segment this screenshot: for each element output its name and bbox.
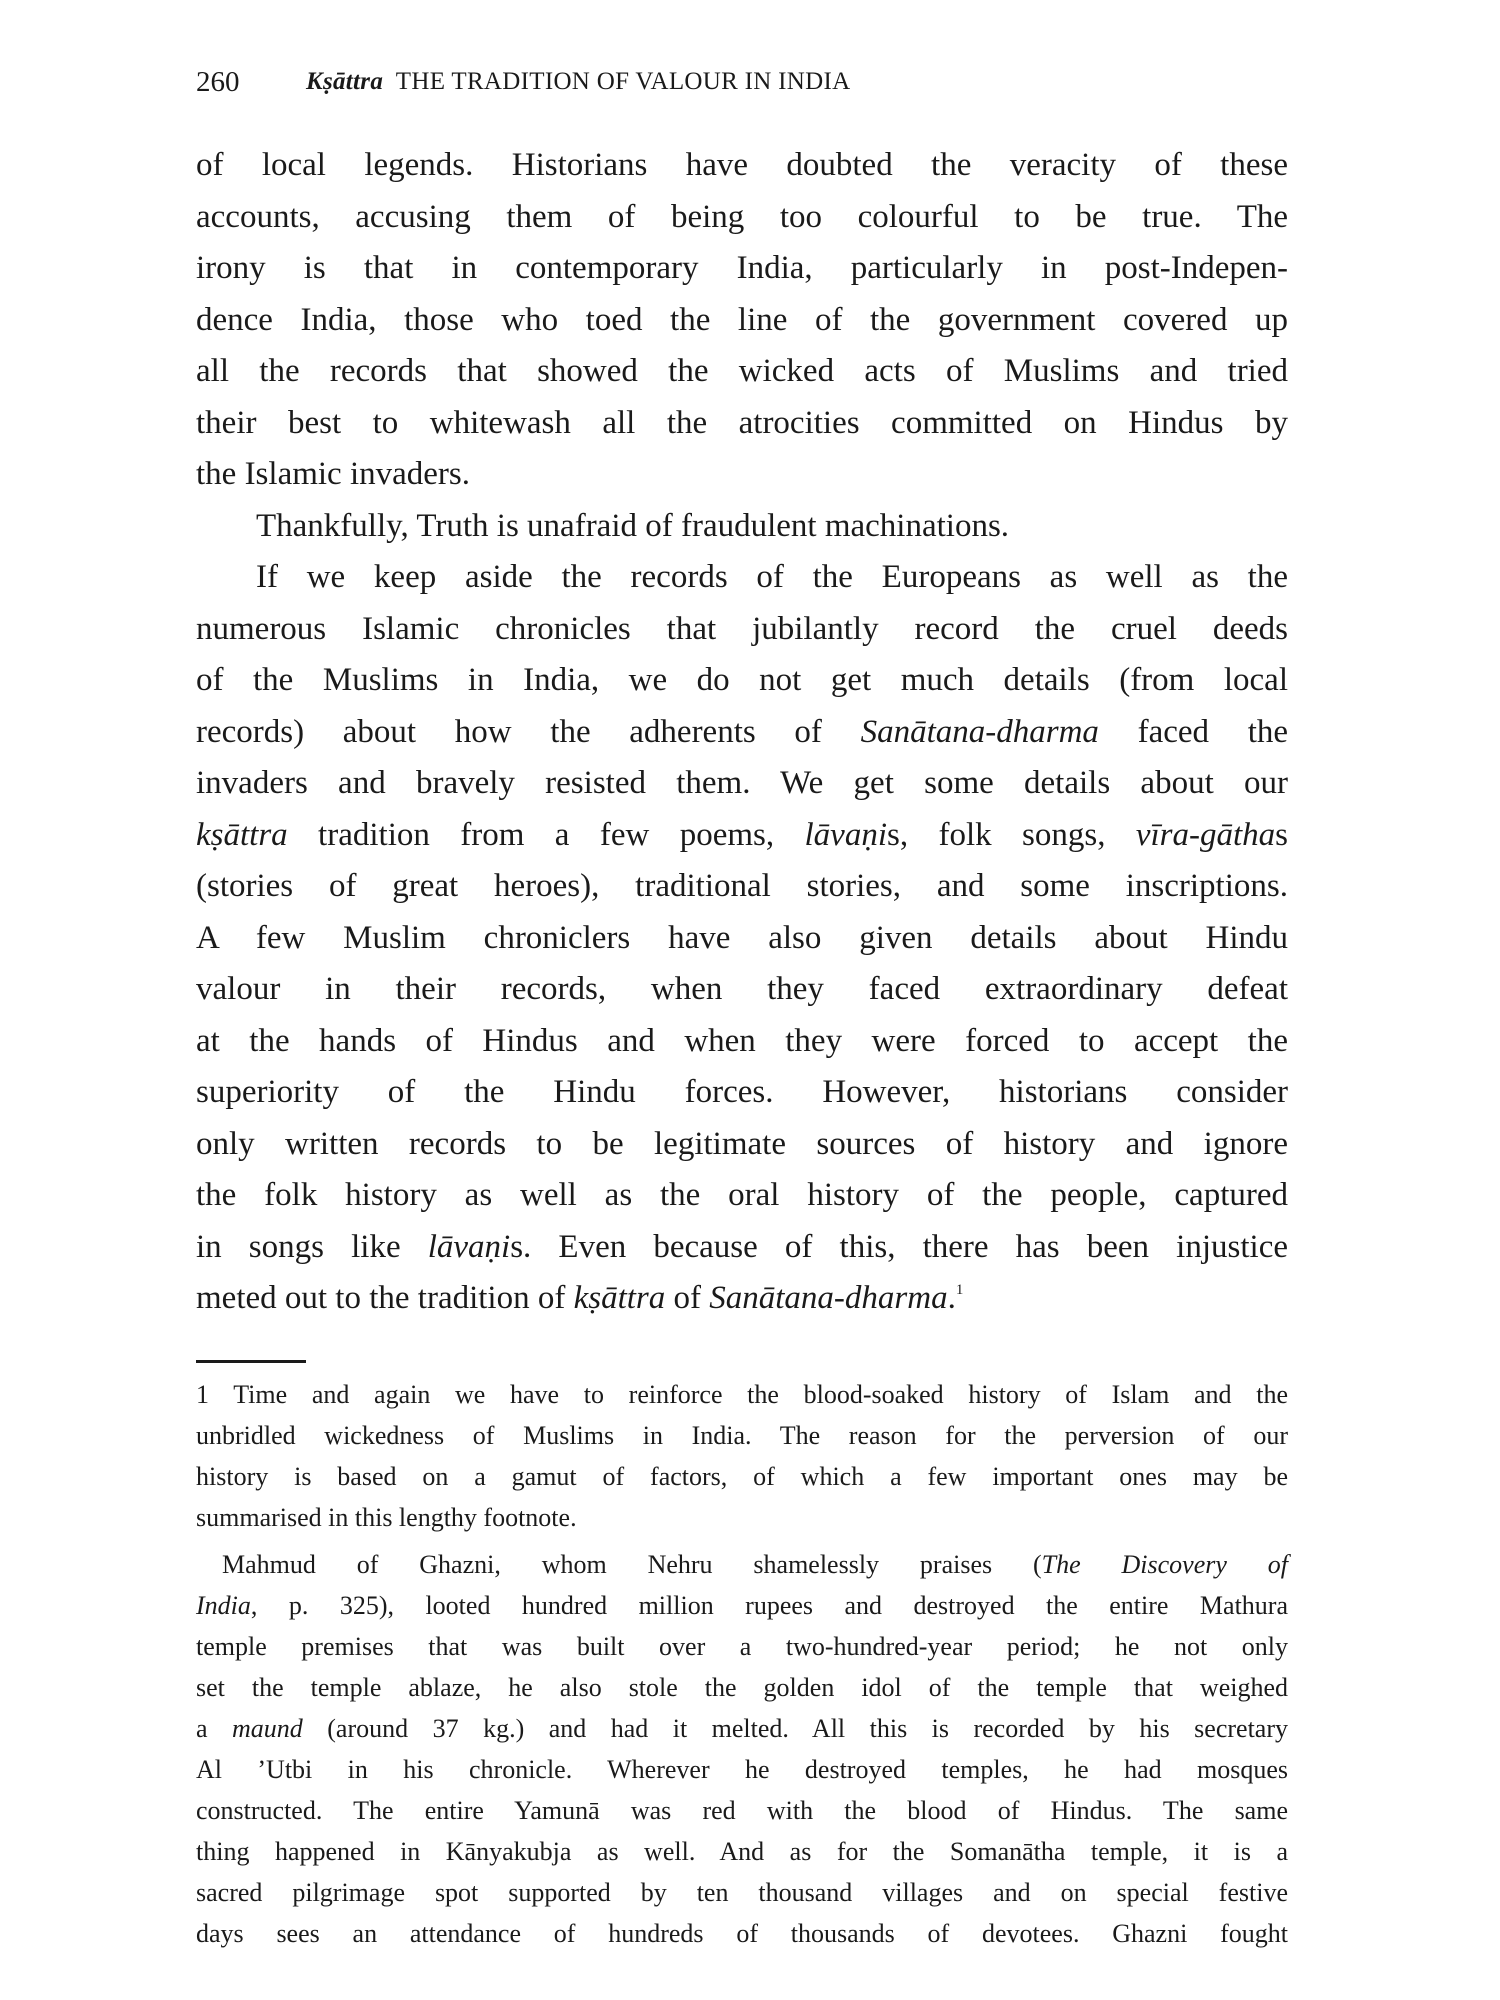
text-run: s: [1275, 816, 1289, 853]
italic-term: lāvaṇi: [427, 1228, 511, 1265]
italic-term: Sanātana-dharma: [709, 1280, 948, 1316]
footnotes: [196, 1374, 1288, 1954]
text-run: s. Even because of this, there has been injustice: [510, 1228, 1288, 1265]
footnote-line: temple premises that was built over a two-hundred-year period; he not only: [196, 1632, 1288, 1661]
text-run: meted out to the tradition of: [196, 1280, 574, 1316]
footnote-line: sacred pilgrimage spot supported by ten thousand villages and on special festive: [196, 1878, 1288, 1907]
text-run: s, folk songs,: [886, 816, 1136, 853]
body-line: invaders and bravely resisted them. We get some details about our: [196, 765, 1288, 801]
footnote-line: [196, 1544, 1288, 1585]
text-run: tradition from a few poems,: [287, 816, 805, 853]
page-number: 260: [196, 66, 240, 98]
italic-term: India: [196, 1591, 251, 1620]
body-line: A few Muslim chroniclers have also given details about Hindu: [196, 919, 1288, 956]
body-line: all the records that showed the wicked acts of Muslims and tried: [196, 353, 1288, 389]
body-line: the folk history as well as the oral history of the people, captured: [196, 1177, 1288, 1213]
footnote-marker[interactable]: 1: [955, 1282, 964, 1298]
body-line: [196, 1222, 1288, 1274]
running-head-title: [306, 68, 851, 96]
footnote-line: Al ’Utbi in his chronicle. Wherever he destroyed temples, he had mosques: [196, 1755, 1288, 1784]
text-run: in songs like: [196, 1228, 428, 1265]
footnote-line: summarised in this lengthy footnote.: [196, 1503, 577, 1532]
body-line: accounts, accusing them of being too colourful to be true. The: [196, 198, 1288, 235]
italic-term: kṣāttra: [573, 1280, 666, 1316]
footnote-line: history is based on a gamut of factors, of which a few important ones may be: [196, 1462, 1288, 1491]
italic-term: vīra-gātha: [1135, 816, 1276, 853]
body-line: [196, 1273, 1288, 1325]
body-line: superiority of the Hindu forces. However, historians consider: [196, 1074, 1288, 1110]
footnote-rule: [196, 1360, 306, 1363]
footnote-line: days sees an attendance of hundreds of thousands of devotees. Ghazni fought: [196, 1919, 1288, 1948]
body-text: [196, 140, 1288, 1325]
italic-term: maund: [232, 1714, 303, 1743]
body-line: numerous Islamic chronicles that jubilantly record the cruel deeds: [196, 610, 1288, 647]
body-line: the Islamic invaders.: [196, 456, 470, 492]
body-line: (stories of great heroes), traditional stories, and some inscriptions.: [196, 868, 1288, 904]
body-line: at the hands of Hindus and when they were forced to accept the: [196, 1022, 1288, 1059]
italic-term: lāvaṇi: [804, 816, 887, 853]
footnote-line: thing happened in Kānyakubja as well. And as for the Somanātha temple, it is a: [196, 1837, 1288, 1866]
body-line: irony is that in contemporary India, particularly in post-Indepen-: [196, 250, 1288, 286]
italic-term: The Discovery of: [1041, 1550, 1288, 1579]
text-run: Mahmud of Ghazni, whom Nehru shamelessly praises (: [222, 1550, 1042, 1579]
body-line: If we keep aside the records of the Europeans as well as the: [256, 559, 1288, 595]
text-run: .: [947, 1280, 956, 1316]
text-run: , p. 325), looted hundred million rupees and destroyed the entire Mathura: [250, 1591, 1288, 1620]
italic-term: Sanātana-dharma: [860, 713, 1099, 750]
text-run: records) about how the adherents of: [196, 713, 861, 750]
body-line: [196, 810, 1288, 862]
footnote-line: constructed. The entire Yamunā was red with the blood of Hindus. The same: [196, 1796, 1288, 1825]
text-run: of: [665, 1280, 710, 1316]
footnote-line: 1 Time and again we have to reinforce the blood-soaked history of Islam and the: [196, 1380, 1288, 1409]
text-run: (around 37 kg.) and had it melted. All this is recorded by his secretary: [302, 1714, 1288, 1743]
text-run: a: [196, 1714, 233, 1743]
text-run: faced the: [1098, 713, 1289, 750]
footnote-line: unbridled wickedness of Muslims in India. The reason for the perversion of our: [196, 1421, 1288, 1450]
italic-term: kṣāttra: [196, 816, 288, 853]
body-line: of local legends. Historians have doubted the veracity of these: [196, 147, 1288, 183]
footnote-line: set the temple ablaze, he also stole the golden idol of the temple that weighed: [196, 1673, 1288, 1702]
footnote-line: [196, 1708, 1288, 1749]
body-line: valour in their records, when they faced extraordinary defeat: [196, 971, 1288, 1007]
running-head-title-text: THE TRADITION OF VALOUR IN INDIA: [395, 68, 851, 95]
running-head-title-italic: Kṣāttra: [306, 68, 384, 95]
body-line: [196, 707, 1288, 759]
footnote-line: [196, 1585, 1288, 1626]
body-line: Thankfully, Truth is unafraid of fraudulent machinations.: [256, 507, 1010, 544]
body-line: their best to whitewash all the atrocities committed on Hindus by: [196, 404, 1288, 441]
body-line: only written records to be legitimate sources of history and ignore: [196, 1125, 1288, 1162]
body-line: of the Muslims in India, we do not get much details (from local: [196, 662, 1288, 698]
running-head: [196, 66, 1288, 106]
body-line: dence India, those who toed the line of the government covered up: [196, 301, 1288, 338]
